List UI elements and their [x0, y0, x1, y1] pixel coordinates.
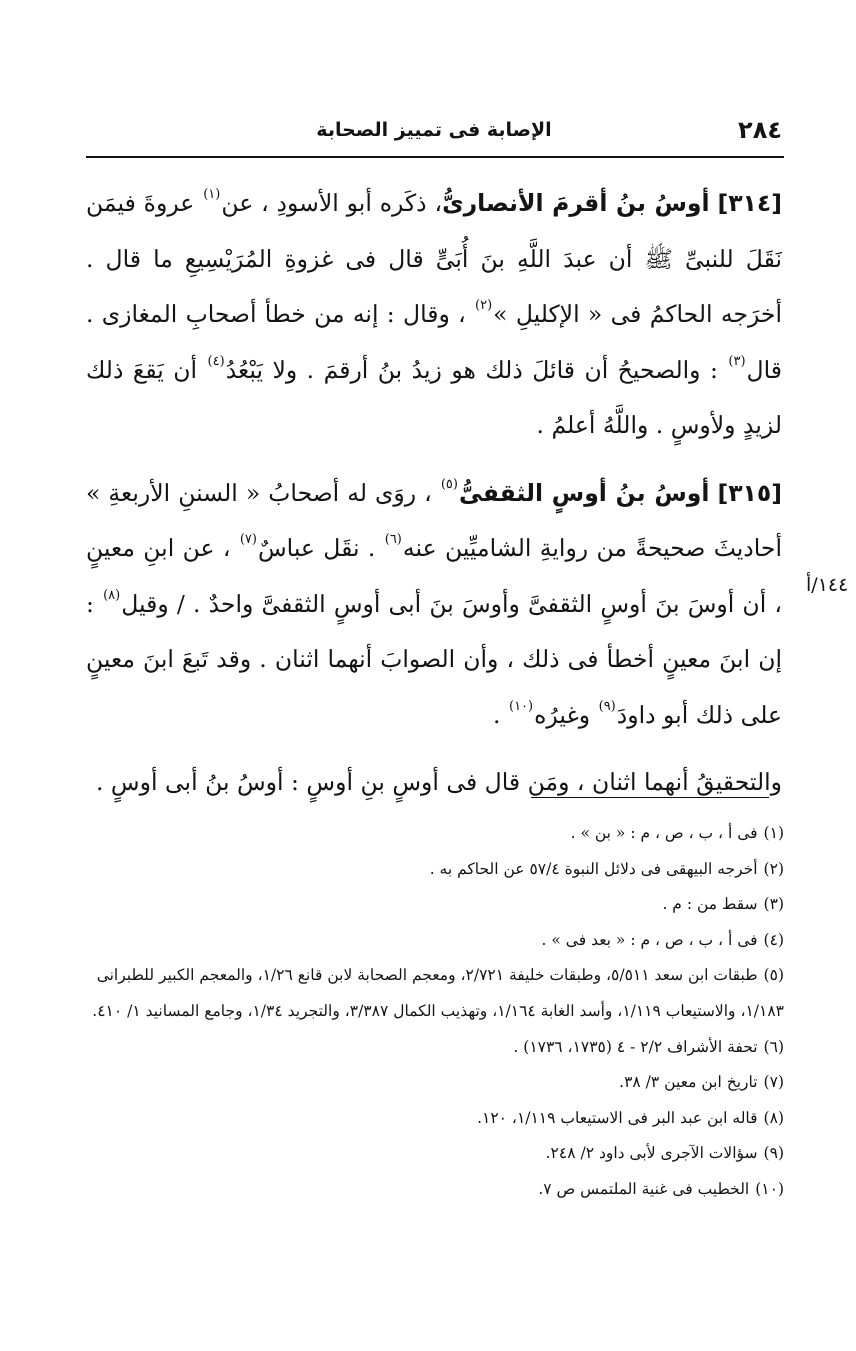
footnote-item — [64, 1030, 784, 1066]
footnote-number: (١) — [763, 824, 784, 842]
footnote-ref[interactable]: (٣) — [728, 353, 746, 369]
footnote-number: (٩) — [763, 1144, 784, 1163]
footnote-ref[interactable]: (١٠) — [508, 698, 534, 714]
entry-text: . نقَل عباسٌ — [257, 534, 376, 562]
entry-text: : إن ابنَ معينٍ أخطأ فى ذلك ، وأن الصوابَ أنهما اثنان . وقد تَبعَ ابنَ معينٍ على ذلك أبو داودَ — [86, 589, 783, 729]
closing-paragraph: والتحقيقُ أنهما اثنان ، ومَن قال فى أوسٍ بنِ أوسٍ : أوسُ بنُ أبى أوسٍ . — [95, 768, 782, 796]
main-text — [86, 176, 782, 811]
entry-number: [٣١٤] — [717, 189, 782, 217]
footnote-text: تحفة الأشراف ٢/٢ - ٤ (١٧٣٥، ١٧٣٦) . — [513, 1037, 758, 1056]
entry-text: ، ذكَره أبو الأسودِ ، عن — [221, 189, 443, 217]
entry-315 — [86, 466, 782, 744]
footnote-number: (١٠) — [755, 1179, 784, 1198]
footnote-text: تاريخ ابن معين ٣/ ٣٨. — [619, 1073, 758, 1092]
footnote-ref[interactable]: (٩) — [598, 698, 616, 714]
entry-name: أوسُ بنُ أوسٍ الثقفىُّ — [458, 478, 710, 507]
entry-text: وغيرُه — [534, 700, 591, 729]
footnote-item — [64, 1101, 784, 1137]
footnote-item — [64, 1136, 784, 1172]
footnote-text: قاله ابن عبد البر فى الاستيعاب ١/١١٩، ١٢٠. — [477, 1108, 758, 1127]
footnote-item — [64, 887, 784, 923]
footnote-ref[interactable]: (٤) — [207, 353, 225, 369]
page-number: ٢٨٤ — [738, 116, 782, 144]
footnote-item — [64, 816, 784, 852]
footnote-number: (٦) — [763, 1037, 784, 1056]
entry-text: . — [493, 700, 501, 729]
footnote-text: سؤالات الآجرى لأبى داود ٢/ ٢٤٨. — [545, 1144, 758, 1163]
entry-text: عروةَ فيمَن نَقَلَ للنبىِّ ﷺ أن عبدَ اللَّهِ بنَ أُبَىٍّ قال فى غزوةِ المُرَيْسِيعِ ما قال . أخرَجه الحاكمُ فى « الإكليلِ » — [86, 189, 782, 328]
footnote-text: طبقات ابن سعد ٥/٥١١، وطبقات خليفة ٢/٧٢١، ومعجم الصحابة لابن قانع ١/٢٦، والمعجم الكبير للطبرانى ١/١٨٣، والاستيعاب ١/١١٩، وأسد الغابة ١/١٦٤، وتهذيب الكمال ٣/٣٨٧، والتجريد ١/٣٤، وجامع المسانيد ١/ ٤١٠. — [92, 966, 784, 1020]
header-rule — [86, 156, 784, 158]
running-header — [86, 116, 782, 146]
footnote-item — [64, 852, 784, 888]
footnote-text: فى أ ، ب ، ص ، م : « بعد فى » . — [541, 930, 758, 949]
footnote-item — [64, 923, 784, 959]
footnote-number: (٨) — [763, 1108, 784, 1127]
footnote-list — [64, 816, 784, 1208]
book-title: الإصابة فى تمييز الصحابة — [316, 119, 552, 141]
footnote-number: (٤) — [763, 930, 784, 949]
entry-text: : والصحيحُ أن قائلَ ذلك هو زيدُ بنُ أرقمَ . ولا يَبْعُدُ — [225, 355, 718, 384]
footnote-ref[interactable]: (١) — [203, 187, 221, 202]
footnote-ref[interactable]: (٨) — [103, 587, 121, 603]
footnote-text: فى أ ، ب ، ص ، م : « بن » . — [570, 824, 758, 842]
footnote-text: أخرجه البيهقى فى دلائل النبوة ٥٧/٤ عن الحاكم به . — [429, 859, 758, 878]
footnote-item — [64, 1065, 784, 1101]
footnote-item — [64, 1172, 784, 1208]
entry-text: أن يَقعَ ذلك لزيدٍ ولأوسٍ . واللَّهُ أعلمُ . — [86, 355, 782, 439]
entry-text: ، عن ابنِ معينٍ ، أن أوسَ بنَ أوسٍ الثقفىَّ وأوسَ بنَ أبى أوسٍ الثقفىَّ واحدٌ . / وقيل — [86, 534, 782, 618]
footnote-number: (٧) — [763, 1073, 784, 1092]
footnote-item — [64, 958, 784, 1029]
entry-text: ، وقال : إنه من خطأ أصحابِ المغازى . قال — [86, 300, 782, 384]
entry-number: [٣١٥] — [717, 478, 782, 507]
footnote-text: سقط من : م . — [662, 895, 758, 914]
entry-name: أوسُ بنُ أقرمَ الأنصارىُّ — [442, 189, 710, 217]
footnote-number: (٢) — [763, 859, 784, 878]
entry-314 — [86, 176, 782, 454]
entry-text: ، روَى له أصحابُ « السننِ الأربعةِ » أحاديثَ صحيحةً من روايةِ الشاميِّين عنه — [86, 478, 782, 562]
manuscript-folio-marker: ١٤٤/أ — [806, 574, 849, 596]
footnote-text: الخطيب فى غنية الملتمس ص ٧. — [538, 1179, 750, 1198]
footnote-ref[interactable]: (٦) — [384, 532, 402, 547]
footnote-ref[interactable]: (٥) — [440, 476, 458, 492]
footnote-ref[interactable]: (٧) — [239, 532, 257, 547]
footnote-ref[interactable]: (٢) — [475, 298, 493, 313]
footnote-number: (٥) — [763, 966, 784, 985]
footnote-number: (٣) — [763, 895, 784, 914]
footnote-separator — [531, 797, 769, 798]
